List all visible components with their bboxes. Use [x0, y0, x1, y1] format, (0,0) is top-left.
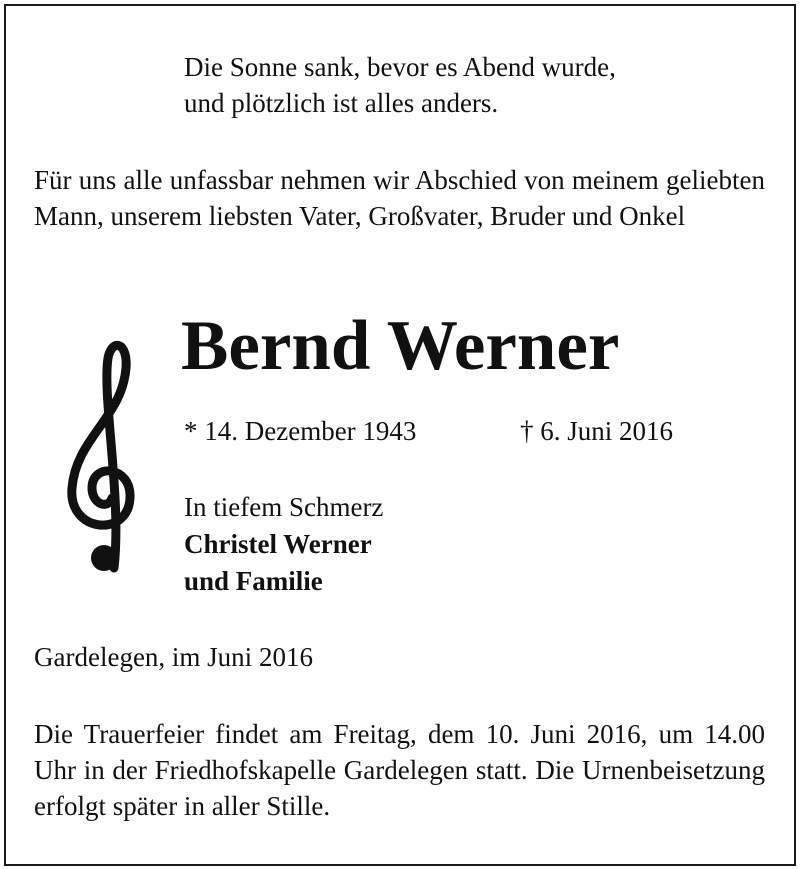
mourner-name: Christel Werner — [184, 529, 372, 559]
poem-line-1: Die Sonne sank, bevor es Abend wurde, — [184, 52, 616, 82]
intro-text: Für uns alle unfassbar nehmen wir Abschied von meinem geliebten Mann, unserem liebsten Vater, Großvater, Bruder und Onkel — [34, 165, 765, 231]
mourner-family: und Familie — [184, 566, 323, 596]
treble-clef-icon — [62, 338, 142, 578]
birth-date: * 14. Dezember 1943 — [184, 416, 417, 446]
mourning-phrase: In tiefem Schmerz — [184, 492, 384, 522]
deceased-name: Bernd Werner — [181, 307, 620, 385]
death-date: † 6. Juni 2016 — [520, 416, 674, 446]
funeral-note: Die Trauerfeier findet am Freitag, dem 10. Juni 2016, um 14.00 Uhr in der Friedhofskapelle Gardelegen statt. Die Urnenbeisetzung erfolgt später in aller Stille. — [34, 719, 765, 821]
poem-line-2: und plötzlich ist alles anders. — [184, 88, 499, 118]
place-date: Gardelegen, im Juni 2016 — [34, 642, 313, 672]
